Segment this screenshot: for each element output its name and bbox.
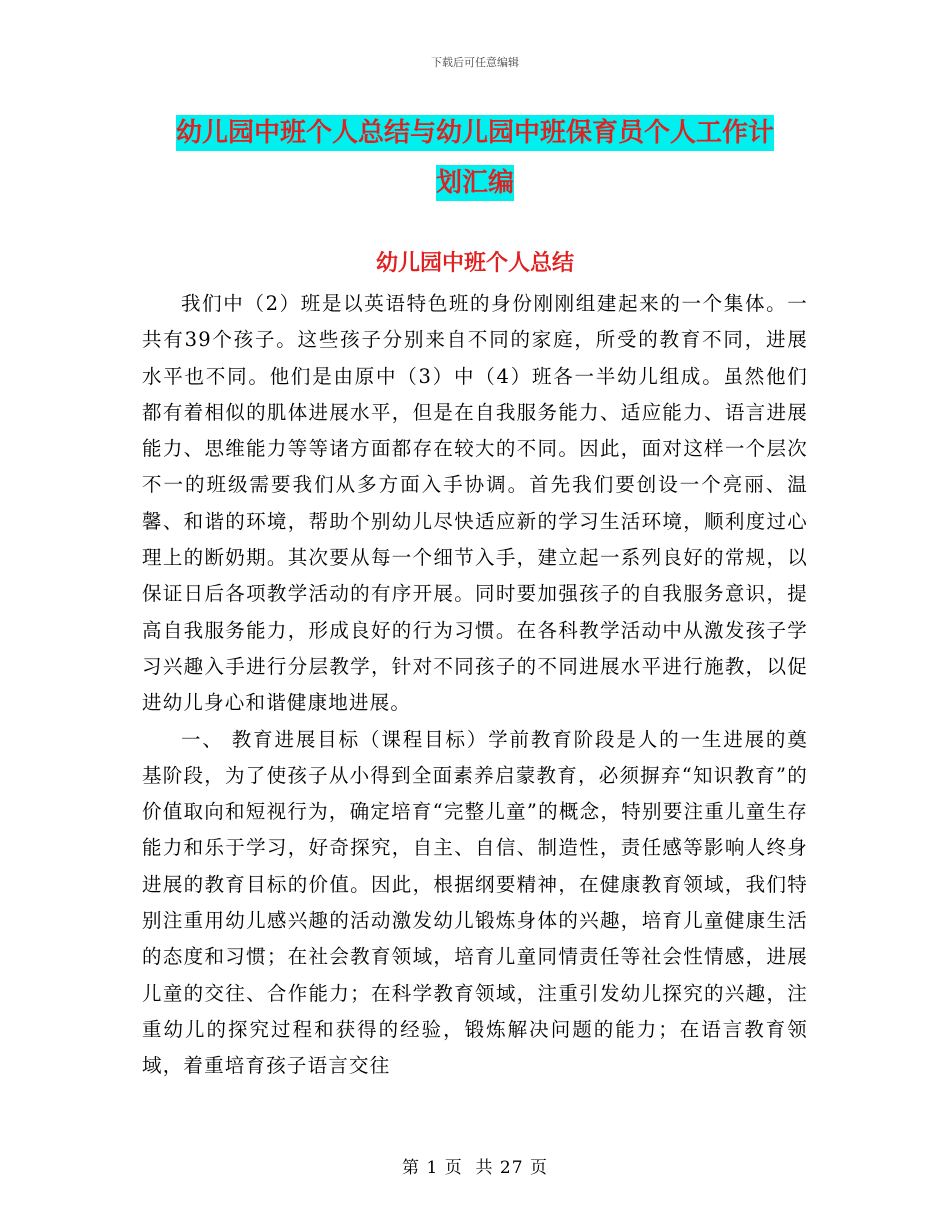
- footer-page-prefix: 第: [402, 1158, 421, 1178]
- footer-page-number: 1: [426, 1158, 439, 1178]
- header-note: 下载后可任意编辑: [431, 56, 519, 69]
- footer-page-middle: 页 共: [444, 1158, 494, 1178]
- document-title: [142, 108, 808, 208]
- paragraph-goals: 一、 教育进展目标（课程目标）学前教育阶段是人的一生进展的奠基阶段，为了使孩子从小得到全面素养启蒙教育，必须摒弃“知识教育”的价值取向和短视行为，确定培育“完整儿童”的概念，特别要注重儿童生存能力和乐于学习，好奇探究，自主、自信、制造性，责任感等影响人终身进展的教育目标的价值。因此，根据纲要精神，在健康教育领域，我们特别注重用幼儿感兴趣的活动激发幼儿锻炼身体的兴趣，培育儿童健康生活的态度和习惯；在社会教育领域，培育儿童同情责任等社会性情感，进展儿童的交往、合作能力；在科学教育领域，注重引发幼儿探究的兴趣，注重幼儿的探究过程和获得的经验，锻炼解决问题的能力；在语言教育领域，着重培育孩子语言交往: [142, 727, 808, 1078]
- section-title: 幼儿园中班个人总结: [375, 251, 574, 276]
- title-line-1: 幼儿园中班个人总结与幼儿园中班保育员个人工作计: [176, 115, 774, 151]
- footer-page-suffix: 页: [529, 1158, 548, 1178]
- body-text: [142, 286, 808, 1085]
- title-line-2: 划汇编: [436, 165, 514, 201]
- footer-total-pages: 27: [499, 1158, 524, 1178]
- paragraph-intro: 我们中（2）班是以英语特色班的身份刚刚组建起来的一个集体。一共有39个孩子。这些孩子分别来自不同的家庭，所受的教育不同，进展水平也不同。他们是由原中（3）中（4）班各一半幼儿组成。虽然他们都有着相似的肌体进展水平，但是在自我服务能力、适应能力、语言进展能力、思维能力等等诸方面都存在较大的不同。因此，面对这样一个层次不一的班级需要我们从多方面入手协调。首先我们要创设一个亮丽、温馨、和谐的环境，帮助个别幼儿尽快适应新的学习生活环境，顺利度过心理上的断奶期。其次要从每一个细节入手，建立起一系列良好的常规，以保证日后各项教学活动的有序开展。同时要加强孩子的自我服务意识，提高自我服务能力，形成良好的行为习惯。在各科教学活动中从激发孩子学习兴趣入手进行分层教学，针对不同孩子的不同进展水平进行施教，以促进幼儿身心和谐健康地进展。: [142, 292, 808, 715]
- page-footer: [0, 1153, 950, 1178]
